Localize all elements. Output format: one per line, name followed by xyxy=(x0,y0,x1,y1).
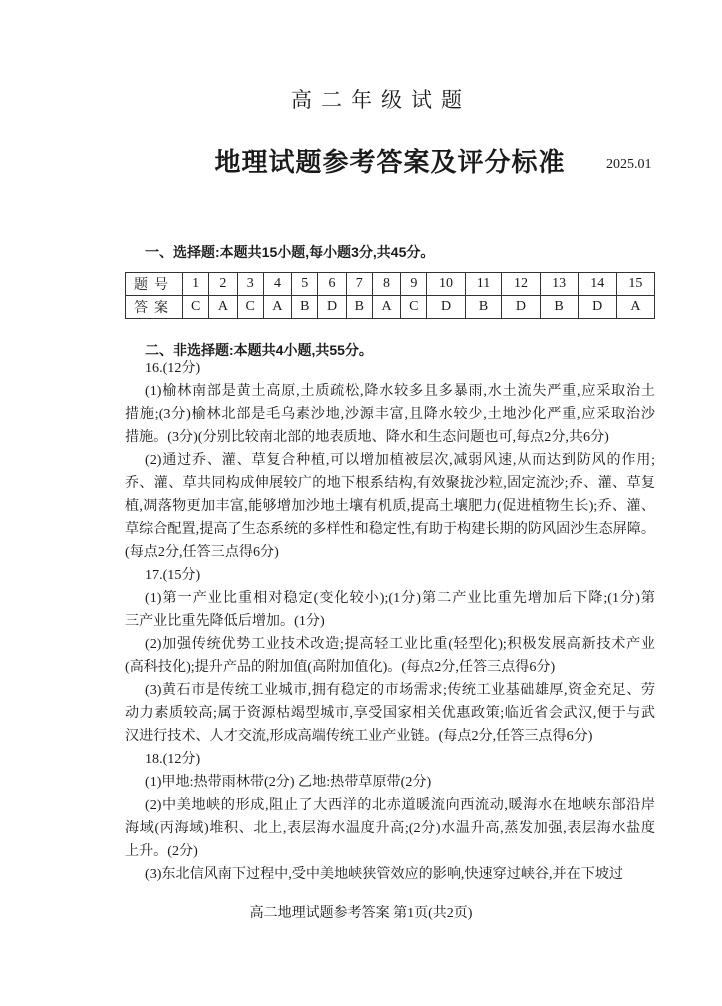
row-label-answer: 答案 xyxy=(126,296,183,319)
text-line: 措施;(3分)榆林北部是毛乌素沙地,沙源丰富,且降水较少,土地沙化严重,应采取治沙 xyxy=(125,406,655,422)
answer-paragraph xyxy=(125,794,655,863)
text-line: 16.(12分) xyxy=(145,360,201,376)
answer-cell: D xyxy=(427,296,465,319)
question-number-cell: 7 xyxy=(346,273,372,296)
text-line: 动力素质较高;属于资源枯竭型城市,享受国家相关优惠政策;临近省会武汉,便于与武 xyxy=(125,705,655,721)
text-line: (3)东北信风南下过程中,受中美地峡狭管效应的影响,快速穿过峡谷,并在下坡过 xyxy=(145,866,624,882)
text-line: 措施。(3分)(分别比较南北部的地表质地、降水和生态问题也可,每点2分,共6分) xyxy=(125,429,609,445)
text-line: (3)黄石市是传统工业城市,拥有稳定的市场需求;传统工业基础雄厚,资金充足、劳 xyxy=(145,682,655,698)
table-row-answers xyxy=(126,296,655,319)
answer-paragraph xyxy=(125,863,655,886)
row-label-number: 题号 xyxy=(126,273,183,296)
document-title: 地理试题参考答案及评分标准 xyxy=(214,148,566,177)
answer-cell: C xyxy=(237,296,263,319)
text-line: (1)第一产业比重相对稳定(变化较小);(1分)第二产业比重先增加后下降;(1分)第 xyxy=(145,590,655,606)
answer-table xyxy=(125,272,655,319)
answer-paragraph xyxy=(125,564,655,587)
text-line: 乔、灌、草共同构成伸展较广的地下根系结构,有效聚拢沙粒,固定流沙;乔、灌、草复 xyxy=(125,475,655,491)
section2-heading: 二、非选择题:本题共4小题,共55分。 xyxy=(145,342,373,358)
answer-cell: A xyxy=(372,296,400,319)
text-line: 三产业比重先降低后增加。(1分) xyxy=(125,613,325,629)
answer-cell: B xyxy=(465,296,502,319)
answer-paragraph xyxy=(125,357,655,380)
page-footer: 高二地理试题参考答案 第1页(共2页) xyxy=(249,906,473,921)
question-number-cell: 1 xyxy=(183,273,209,296)
answer-paragraph xyxy=(125,771,655,794)
question-number-cell: 6 xyxy=(318,273,346,296)
answer-paragraph xyxy=(125,679,655,748)
text-line: 海域(丙海域)堆积、北上,表层海水温度升高;(2分)水温升高,蒸发加强,表层海水盐度 xyxy=(125,820,655,836)
answer-cell: D xyxy=(502,296,540,319)
text-line: (2)加强传统优势工业技术改造;提高轻工业比重(轻型化);积极发展高新技术产业 xyxy=(145,636,655,652)
answer-cell: D xyxy=(318,296,346,319)
question-number-cell: 10 xyxy=(427,273,465,296)
answer-cell: A xyxy=(616,296,654,319)
answer-cell: C xyxy=(401,296,427,319)
text-line: (2)中美地峡的形成,阻止了大西洋的北赤道暖流向西流动,暖海水在地峡东部沿岸 xyxy=(145,797,655,813)
answer-body xyxy=(125,357,655,886)
answer-cell: B xyxy=(540,296,578,319)
question-number-cell: 5 xyxy=(292,273,318,296)
text-line: 17.(15分) xyxy=(145,567,201,583)
text-line: 汉进行技术、人才交流,形成高端传统工业产业链。(每点2分,任答三点得6分) xyxy=(125,728,593,744)
question-number-cell: 11 xyxy=(465,273,502,296)
answer-paragraph xyxy=(125,587,655,633)
question-number-cell: 8 xyxy=(372,273,400,296)
answer-paragraph xyxy=(125,449,655,564)
question-number-cell: 2 xyxy=(209,273,237,296)
document-date: 2025.01 xyxy=(606,157,652,172)
question-number-cell: 4 xyxy=(263,273,291,296)
question-number-cell: 12 xyxy=(502,273,540,296)
text-line: 草综合配置,提高了生态系统的多样性和稳定性,有助于构建长期的防风固沙生态屏障。 xyxy=(125,521,655,537)
section1-heading: 一、选择题:本题共15小题,每小题3分,共45分。 xyxy=(145,244,435,260)
text-line: 上升。(2分) xyxy=(125,843,198,859)
answer-cell: B xyxy=(346,296,372,319)
answer-paragraph xyxy=(125,748,655,771)
question-number-cell: 9 xyxy=(401,273,427,296)
text-line: (高科技化);提升产品的附加值(高附加值化)。(每点2分,任答三点得6分) xyxy=(125,659,556,675)
answer-cell: A xyxy=(209,296,237,319)
question-number-cell: 14 xyxy=(578,273,616,296)
exam-subtitle: 高二年级试题 xyxy=(291,88,471,112)
answer-cell: A xyxy=(263,296,291,319)
text-line: (2)通过乔、灌、草复合种植,可以增加植被层次,减弱风速,从而达到防风的作用; xyxy=(145,452,655,468)
text-line: 18.(12分) xyxy=(145,751,201,767)
answer-cell: B xyxy=(292,296,318,319)
table-row-numbers xyxy=(126,273,655,296)
text-line: 植,凋落物更加丰富,能够增加沙地土壤有机质,提高土壤肥力(促进植物生长);乔、灌、 xyxy=(125,498,655,514)
answer-paragraph xyxy=(125,633,655,679)
answer-cell: C xyxy=(183,296,209,319)
question-number-cell: 13 xyxy=(540,273,578,296)
text-line: (1)甲地:热带雨林带(2分) 乙地:热带草原带(2分) xyxy=(145,774,432,790)
text-line: (每点2分,任答三点得6分) xyxy=(125,544,279,560)
question-number-cell: 15 xyxy=(616,273,654,296)
answer-paragraph xyxy=(125,380,655,449)
answer-cell: D xyxy=(578,296,616,319)
question-number-cell: 3 xyxy=(237,273,263,296)
text-line: (1)榆林南部是黄土高原,土质疏松,降水较多且多暴雨,水土流失严重,应采取治土 xyxy=(145,383,655,399)
